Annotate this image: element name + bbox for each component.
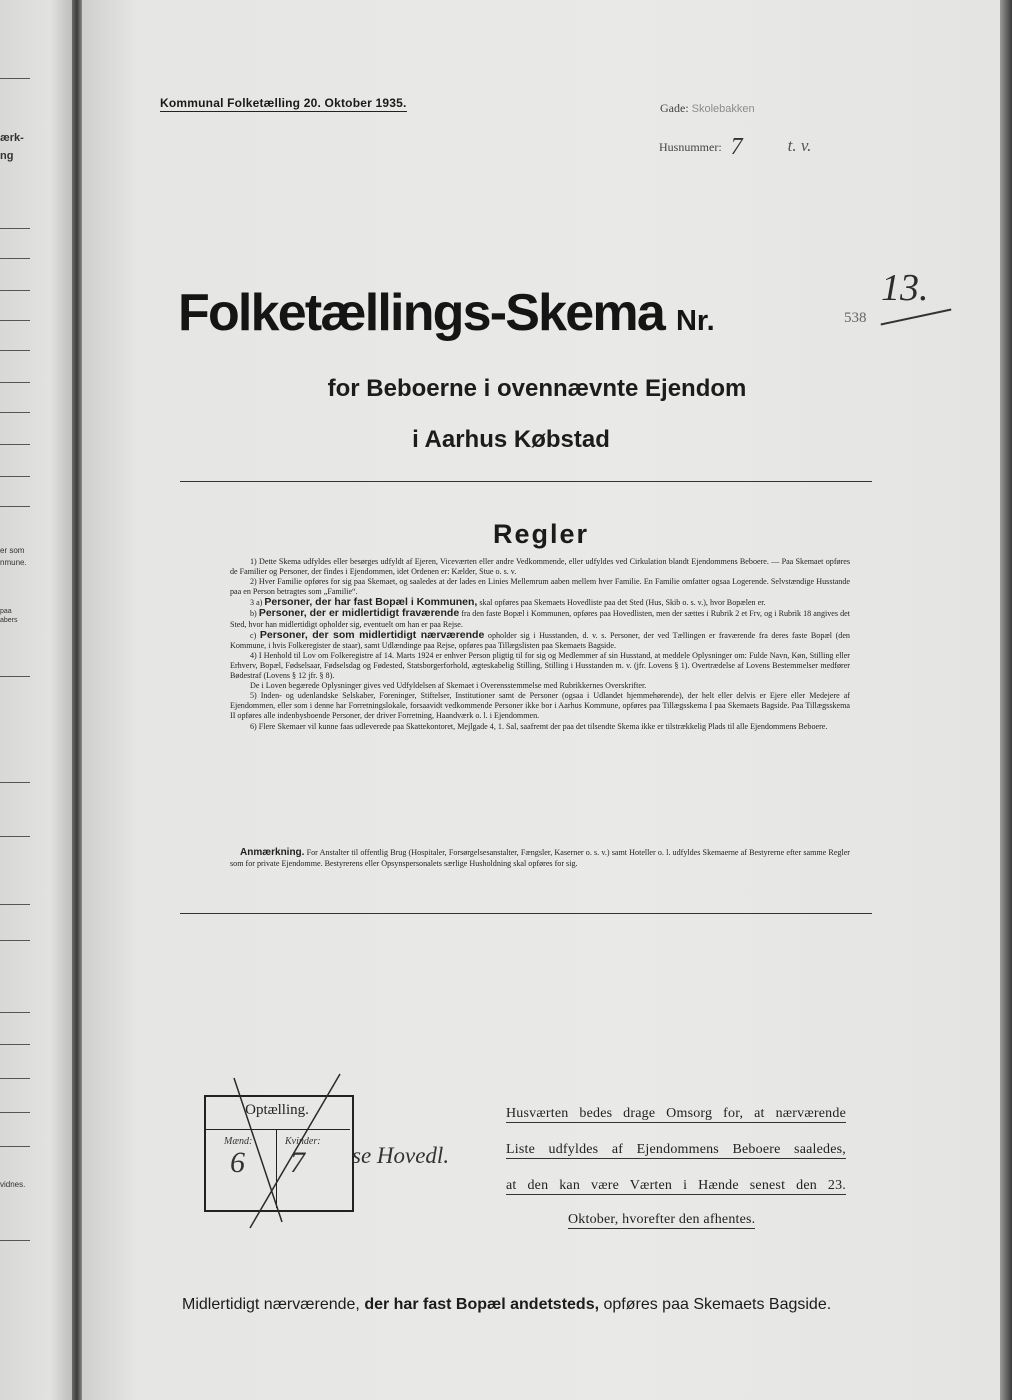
women-count: 7 <box>290 1146 305 1179</box>
left-fragment: abers <box>0 617 18 624</box>
left-rule <box>0 412 30 413</box>
form-title-main: Folketællings-Skema <box>178 284 664 342</box>
left-rule <box>0 320 30 321</box>
rule-3a-bold: Personer, der har fast Bopæl i Kommunen, <box>264 596 478 609</box>
rule-3c <box>230 630 850 651</box>
rule-3b <box>230 608 850 629</box>
house-number-suffix: t. v. <box>787 136 812 155</box>
house-number-label: Husnummer: <box>659 140 722 154</box>
instruction-line-1: Husværten bedes drage Omsorg for, at nærværende <box>506 1106 846 1121</box>
left-rule <box>0 1240 30 1241</box>
rule-3c-rest: opholder sig i Husstanden, d. v. s. Personer, der ved Tællingen er fraværende fra deres faste Bopæl (den Kommune, i hvis Folkeregister de staar), samt Udlændinge paa Rejse, opføres paa Tillægslisten paa Skemaets Bagside. <box>230 630 850 650</box>
left-rule <box>0 350 30 351</box>
women-label: Kvinder: <box>285 1136 321 1147</box>
left-rule <box>0 1078 30 1079</box>
rule-3a-prefix: 3 a) <box>250 598 263 608</box>
left-rule <box>0 290 30 291</box>
count-box-title: Optælling. <box>245 1102 309 1118</box>
left-rule <box>0 382 30 383</box>
rule-4b: De i Loven begærede Oplysninger gives ved Udfyldelsen af Skemaet i Overensstemmelse med Rubrikkernes Overskrifter. <box>250 681 647 691</box>
left-rule <box>0 258 30 259</box>
form-number-label: Nr. <box>675 305 715 337</box>
rules-text <box>230 557 850 732</box>
street-value: Skolebakken <box>691 103 755 115</box>
footer-part-3: opføres paa Skemaets Bagside. <box>603 1296 832 1313</box>
left-rule <box>0 1044 30 1045</box>
divider <box>180 913 872 914</box>
left-fragment: ærk- <box>0 132 24 144</box>
men-count: 6 <box>230 1146 245 1179</box>
census-form-page <box>82 0 1000 1400</box>
divider <box>180 481 872 482</box>
left-fragment: vidnes. <box>0 1180 26 1189</box>
left-facing-page <box>0 0 72 1400</box>
left-rule <box>0 1012 30 1013</box>
rule-3c-prefix: c) <box>250 630 257 640</box>
instruction-line-4: Oktober, hvorefter den afhentes. <box>568 1212 756 1227</box>
left-fragment: paa <box>0 608 12 615</box>
cross-out-mark <box>222 1072 352 1232</box>
footer-part-1: Midlertidigt nærværende, <box>182 1296 360 1313</box>
left-rule <box>0 78 30 79</box>
page-edge <box>1000 0 1012 1400</box>
rule-3c-bold: Personer, der som midlertidigt nærværende <box>259 628 485 641</box>
handwritten-mark: 13. <box>881 267 929 309</box>
left-rule <box>0 940 30 941</box>
men-label: Mænd: <box>224 1136 253 1147</box>
left-fragment: nmune. <box>0 558 27 567</box>
footer-part-2: der har fast Bopæl andetsteds, <box>364 1296 600 1313</box>
rule-4: 4) I Henhold til Lov om Folkeregistre af 14. Marts 1924 er enhver Person pligtig til for sig og Medlemmer af sin Husstand, at meddele Oplysninger om: Fulde Navn, Køn, Stilling eller Erhverv, Bopæl, Fødselsaar, Fødselsdag og Fødested, Statsborgerforhold, ægteskabelig Stilling, Stilling i Husstanden m. v. (jfr. Lovens § 1). Overtrædelse af Lovens Bestemmelser medfører Bødestraf (Lovens § 12 jfr. § 8). <box>230 650 850 681</box>
left-rule <box>0 1112 30 1113</box>
left-rule <box>0 228 30 229</box>
house-number-field <box>659 131 811 158</box>
left-rule <box>0 506 30 507</box>
book-gutter <box>72 0 82 1400</box>
left-rule <box>0 782 30 783</box>
rules-heading: Regler <box>492 519 590 549</box>
rule-2: 2) Hver Familie opføres for sig paa Skemaet, og saaledes at der lades en Linies Mellemrum aaben mellem hver Familie. En Familie omfatter ogsaa Logerende. Selvstændige Husstande paa en Person betragtes som „Familie“. <box>230 577 850 597</box>
instruction-line-3: at den kan være Værten i Hænde senest den 23. <box>506 1178 846 1193</box>
form-serial-number: 538 <box>844 310 867 326</box>
instruction-line-2: Liste udfyldes af Ejendommens Beboere saaledes, <box>506 1142 846 1157</box>
left-rule <box>0 476 30 477</box>
rule-6: 6) Flere Skemaer vil kunne faas udleverede paa Skattekontoret, Mejlgade 4, 1. Sal, saafremt der paa det tilsendte Skema ikke er tilstrækkelig Plads til alle Ejendommens Beboere. <box>250 721 828 731</box>
handwritten-note: se Hovedl. <box>352 1143 450 1168</box>
rule-3b-rest: fra den faste Bopæl i Kommunen, opføres paa Hovedlisten, men der sættes i Rubrik 2 et Frv, og i Rubrik 18 angives det Sted, hvor han midlertidigt opholder sig, eventuelt om han er paa Rejse. <box>230 609 850 629</box>
left-rule <box>0 836 30 837</box>
handwritten-underline <box>881 309 952 326</box>
rule-3b-prefix: b) <box>250 609 257 619</box>
rule-3a-rest: skal opføres paa Skemaets Hovedliste paa det Sted (Hus, Skib o. s. v.), hvor Bopælen er. <box>479 598 766 608</box>
form-title <box>178 283 715 343</box>
rule-1: 1) Dette Skema udfyldes eller besørges udfyldt af Ejeren, Viceværten eller andre Vedkommende, eller udfyldes ved Cirkulation blandt Ejendommens Beboere. — Paa Skemaet opføres de Familier og Personer, der findes i Ejendommen, idet Ordenen er: Kælder, Stue o. s. v. <box>230 557 850 577</box>
left-rule <box>0 1146 30 1147</box>
left-fragment: ng <box>0 150 14 162</box>
house-number-value: 7 <box>730 134 743 160</box>
subtitle-line-1: for Beboerne i ovennævnte Ejendom <box>327 375 747 402</box>
remark-text: For Anstalter til offentlig Brug (Hospitaler, Forsørgelsesanstalter, Fængsler, Kaserner o. s. v.) samt Hoteller o. l. udfyldes Skemaerne af Bestyrerne efter samme Regler som for private Ejendomme. Bestyrerens eller Opsynspersonalets særlige Husholdning skal opføres for sig. <box>230 848 850 868</box>
remark-block <box>230 848 850 869</box>
left-rule <box>0 904 30 905</box>
footer-note <box>182 1296 831 1314</box>
street-field <box>660 101 755 116</box>
subtitle-line-2: i Aarhus Købstad <box>412 426 610 453</box>
remark-label: Anmærkning. <box>240 847 305 858</box>
street-label: Gade: <box>660 101 689 115</box>
census-header: Kommunal Folketælling 20. Oktober 1935. <box>160 96 407 110</box>
rule-5: 5) Inden- og udenlandske Selskaber, Foreninger, Stiftelser, Institutioner samt de Personer (ogsaa i Udlandet hjemmehørende), der helt eller delvis er Ejere eller Medejere af Ejendommen, eller som i denne har Forretningslokale, forsaavidt vedkommende Personer ikke bor i Aarhus Kommune, opføres paa Tillægsskema I paa Skemaets Bagside. Paa Tillægsskema II opføres alle indenbysboende Personer, der driver Forretning, Haandværk o. l. i Ejendommen. <box>230 691 850 721</box>
left-rule <box>0 676 30 677</box>
left-rule <box>0 444 30 445</box>
left-fragment: er som <box>0 546 25 555</box>
rule-3b-bold: Personer, der er midlertidigt fraværende <box>258 607 460 620</box>
